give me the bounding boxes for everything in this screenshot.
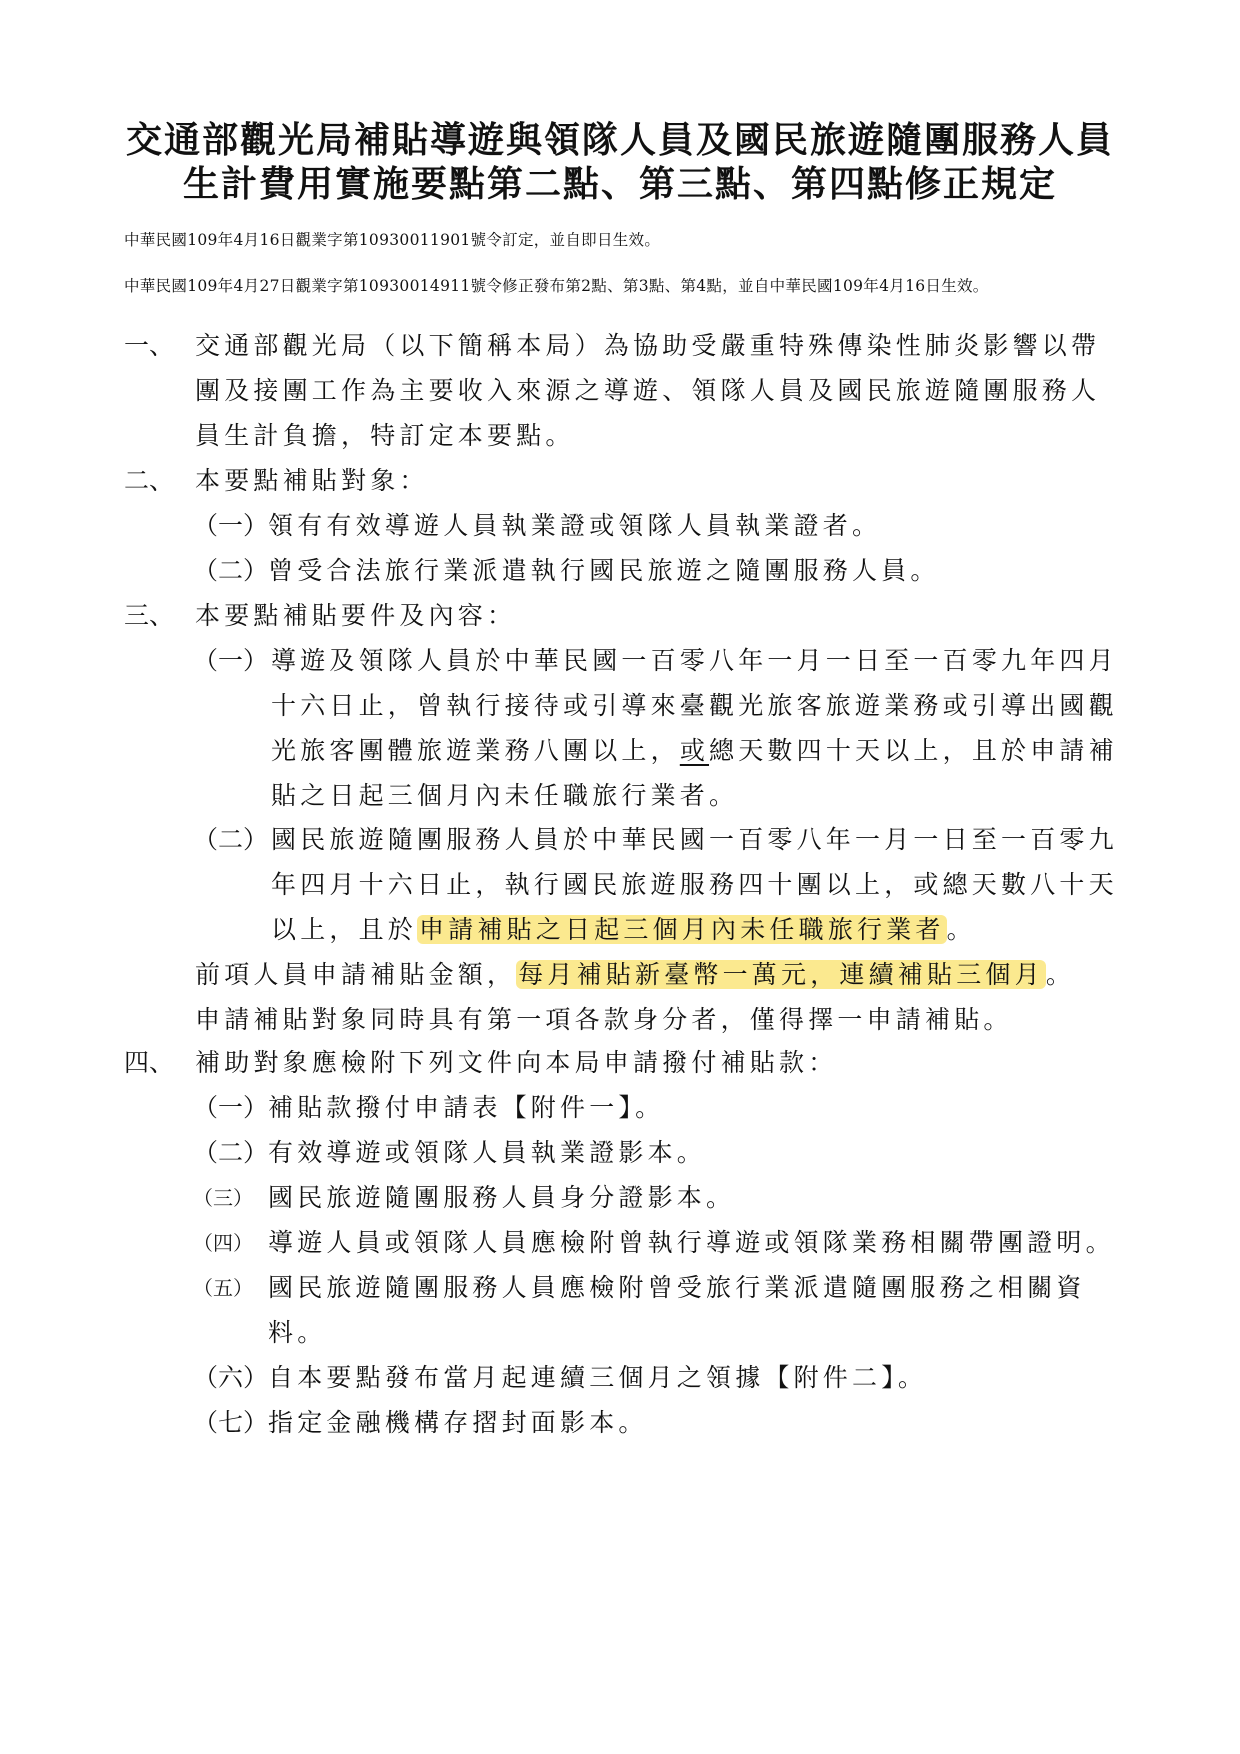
section-4-item-1-text: 補貼款撥付申請表【附件一】。: [268, 1093, 665, 1122]
section-4-item-4-number: （四）: [193, 1231, 253, 1255]
section-3-item-2-line-3: [271, 913, 976, 947]
section-3-heading: 本要點補貼要件及內容：: [195, 601, 517, 630]
section-4-item-5-continuation: 料。: [268, 1318, 327, 1347]
section-3-amount-paragraph: [195, 958, 1075, 992]
section-3-item-2-line-3b: 。: [946, 915, 976, 944]
highlighted-amount: 每月補貼新臺幣一萬元，連續補貼三個月: [518, 960, 1044, 989]
section-2-item-1-number: （一）: [193, 511, 269, 540]
section-3-item-2-line-3a: 以上，且於: [271, 915, 418, 944]
document-title-line-2: 生計費用實施要點第二點、第三點、第四點修正規定: [182, 163, 1057, 205]
section-3-item-2-line-2: 年四月十六日止，執行國民旅遊服務四十團以上，或總天數八十天: [271, 870, 1118, 899]
section-2-item-2-text: 曾受合法旅行業派遣執行國民旅遊之隨團服務人員。: [268, 556, 940, 585]
section-4-item-1-number: （一）: [193, 1093, 269, 1122]
section-3-item-1-line-3a: 光旅客團體旅遊業務八團以上，: [271, 736, 680, 765]
history-note-2: 中華民國109年4月27日觀業字第10930014911號令修正發布第2點、第3點、第4點，並自中華民國109年4月16日生效。: [124, 277, 989, 295]
history-note-1: 中華民國109年4月16日觀業字第10930011901號令訂定，並自即日生效。: [124, 231, 661, 249]
section-4-item-5-number: （五）: [193, 1276, 253, 1300]
section-3-number: 三、: [124, 601, 175, 630]
underlined-or: 或: [679, 736, 710, 765]
amount-lead: 前項人員申請補貼金額，: [195, 960, 517, 989]
section-3-item-1-line-4: 貼之日起三個月內未任職旅行業者。: [271, 781, 739, 810]
section-1-line-3: 員生計負擔，特訂定本要點。: [195, 421, 575, 450]
section-4-item-6-number: （六）: [193, 1363, 269, 1392]
section-3-item-1-line-3: [271, 734, 1118, 768]
section-3-item-2-line-1: 國民旅遊隨團服務人員於中華民國一百零八年一月一日至一百零九: [271, 825, 1118, 854]
section-4-heading: 補助對象應檢附下列文件向本局申請撥付補貼款：: [195, 1048, 838, 1077]
section-4-item-3-text: 國民旅遊隨團服務人員身分證影本。: [268, 1183, 736, 1212]
section-4-item-5-text: 國民旅遊隨團服務人員應檢附曾受旅行業派遣隨團服務之相關資: [268, 1273, 1086, 1302]
section-4-number: 四、: [124, 1048, 175, 1077]
section-2-item-1-text: 領有有效導遊人員執業證或領隊人員執業證者。: [268, 511, 882, 540]
section-3-item-1-number: （一）: [193, 646, 269, 675]
section-4-item-2-text: 有效導遊或領隊人員執業證影本。: [268, 1138, 707, 1167]
section-2-heading: 本要點補貼對象：: [195, 466, 429, 495]
section-3-choice-paragraph: 申請補貼對象同時具有第一項各款身分者，僅得擇一申請補貼。: [195, 1005, 1013, 1034]
amount-tail: 。: [1045, 960, 1076, 989]
section-3-item-1-line-3b: 總天數四十天以上，且於申請補: [709, 736, 1118, 765]
section-2-item-2-number: （二）: [193, 556, 269, 585]
section-4-item-2-number: （二）: [193, 1138, 269, 1167]
section-2-number: 二、: [124, 466, 175, 495]
section-1-line-1: 交通部觀光局（以下簡稱本局）為協助受嚴重特殊傳染性肺炎影響以帶: [195, 331, 1101, 360]
section-4-item-7-text: 指定金融機構存摺封面影本。: [268, 1408, 648, 1437]
highlighted-condition: 申請補貼之日起三個月內未任職旅行業者: [419, 915, 945, 944]
section-4-item-6-text: 自本要點發布當月起連續三個月之領據【附件二】。: [268, 1363, 928, 1392]
section-4-item-4-text: 導遊人員或領隊人員應檢附曾執行導遊或領隊業務相關帶團證明。: [268, 1228, 1115, 1257]
section-4-item-7-number: （七）: [193, 1408, 269, 1437]
section-1-line-2: 團及接團工作為主要收入來源之導遊、領隊人員及國民旅遊隨團服務人: [195, 376, 1101, 405]
section-1-number: 一、: [124, 331, 175, 360]
section-4-item-3-number: （三）: [193, 1186, 253, 1210]
section-3-item-1-line-2: 十六日止，曾執行接待或引導來臺觀光旅客旅遊業務或引導出國觀: [271, 691, 1118, 720]
section-3-item-2-number: （二）: [193, 825, 269, 854]
document-title-line-1: 交通部觀光局補貼導遊與領隊人員及國民旅遊隨團服務人員: [125, 119, 1114, 161]
section-3-item-1-line-1: 導遊及領隊人員於中華民國一百零八年一月一日至一百零九年四月: [271, 646, 1118, 675]
